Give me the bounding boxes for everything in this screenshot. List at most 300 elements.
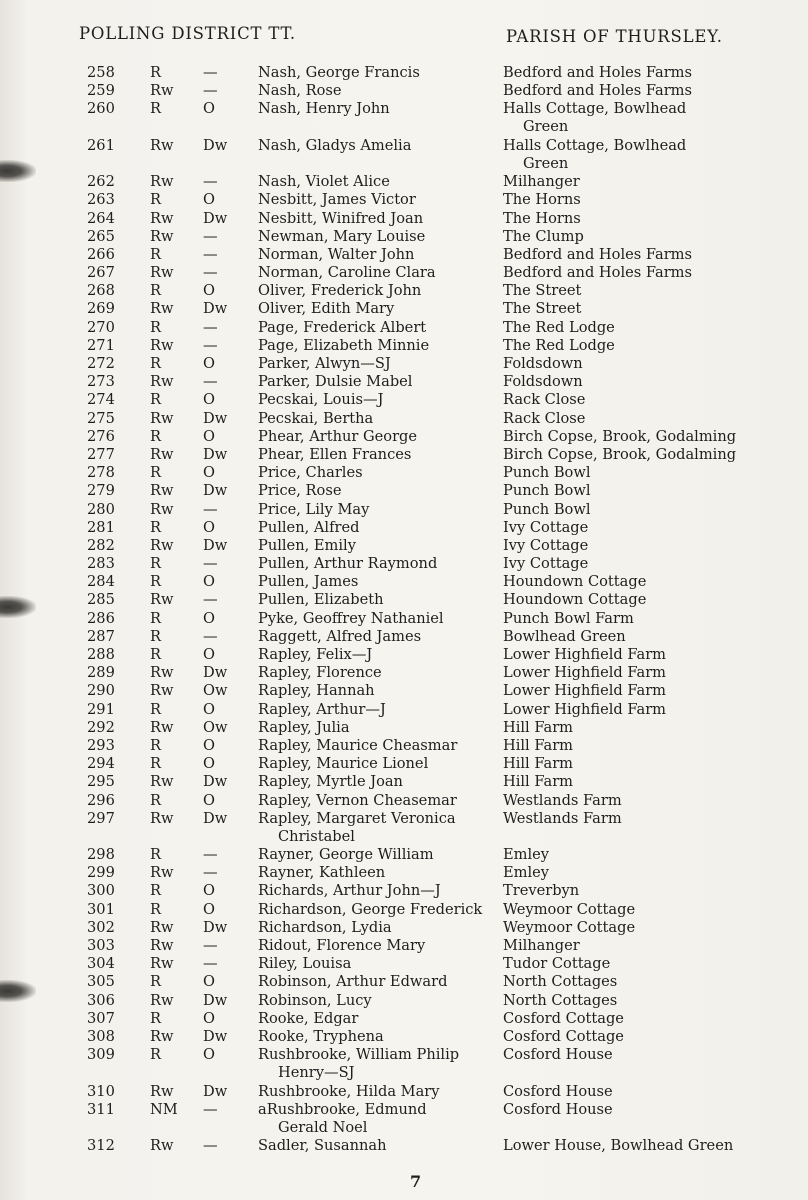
occupation-qualification: — xyxy=(203,937,218,955)
occupation-qualification: O xyxy=(203,1009,215,1027)
elector-address: The Red Lodge xyxy=(503,318,615,336)
residence-qualification: Rw xyxy=(150,591,174,609)
residence-qualification: R xyxy=(150,282,161,300)
register-entry xyxy=(0,846,808,864)
occupation-qualification: — xyxy=(203,336,218,354)
elector-number: 282 xyxy=(87,536,115,554)
elector-name: Pullen, Arthur Raymond xyxy=(258,555,438,573)
elector-name: Pecskai, Louis—J xyxy=(258,391,384,409)
elector-name: Raggett, Alfred James xyxy=(258,627,422,645)
register-entry xyxy=(0,100,808,136)
elector-name-cell xyxy=(258,591,498,609)
occupation-qualification: Dw xyxy=(203,773,228,791)
elector-number: 307 xyxy=(87,1009,115,1027)
elector-address-continued: Green xyxy=(523,118,569,136)
address-cell xyxy=(503,555,803,573)
elector-address: The Clump xyxy=(503,227,584,245)
elector-name-cell xyxy=(258,882,498,900)
address-cell xyxy=(503,682,803,700)
elector-number: 302 xyxy=(87,918,115,936)
address-cell xyxy=(503,82,803,100)
residence-qualification: Rw xyxy=(150,773,174,791)
elector-number: 288 xyxy=(87,646,115,664)
address-cell xyxy=(503,919,803,937)
register-entry xyxy=(0,646,808,664)
register-entry xyxy=(0,682,808,700)
elector-name-cell xyxy=(258,537,498,555)
elector-name-cell xyxy=(258,519,498,537)
register-entry xyxy=(0,1083,808,1101)
address-cell xyxy=(503,519,803,537)
elector-number: 306 xyxy=(87,991,115,1009)
occupation-qualification: — xyxy=(203,64,218,81)
elector-address: Treverbyn xyxy=(503,882,580,900)
address-cell xyxy=(503,537,803,555)
elector-address: Westlands Farm xyxy=(503,809,622,827)
elector-name-cell xyxy=(258,82,498,100)
address-cell xyxy=(503,719,803,737)
elector-number: 276 xyxy=(87,427,115,445)
residence-qualification: R xyxy=(150,1009,161,1027)
register-entry xyxy=(0,464,808,482)
elector-name: Richardson, George Frederick xyxy=(258,900,483,918)
elector-name-cell xyxy=(258,1101,498,1137)
occupation-qualification: O xyxy=(203,973,215,991)
register-entry xyxy=(0,373,808,391)
elector-name: Pyke, Geoffrey Nathaniel xyxy=(258,609,444,627)
register-entry xyxy=(0,773,808,791)
address-cell xyxy=(503,1028,803,1046)
residence-qualification: Rw xyxy=(150,1137,174,1155)
elector-name: Richardson, Lydia xyxy=(258,918,392,936)
occupation-qualification: Dw xyxy=(203,482,228,500)
occupation-qualification: Dw xyxy=(203,1082,228,1100)
residence-qualification: Rw xyxy=(150,445,174,463)
parish-heading: PARISH OF THURSLEY. xyxy=(506,27,723,46)
elector-address: Ivy Cottage xyxy=(503,555,589,573)
address-cell xyxy=(503,1137,803,1155)
elector-address: Halls Cottage, Bowlhead xyxy=(503,100,687,118)
residence-qualification: Rw xyxy=(150,1027,174,1045)
elector-address: North Cottages xyxy=(503,991,618,1009)
address-cell xyxy=(503,810,803,828)
elector-name-cell xyxy=(258,264,498,282)
elector-name-cell xyxy=(258,64,498,82)
occupation-qualification: Dw xyxy=(203,809,228,827)
elector-number: 308 xyxy=(87,1027,115,1045)
residence-qualification: Rw xyxy=(150,336,174,354)
elector-number: 290 xyxy=(87,682,115,700)
elector-number: 285 xyxy=(87,591,115,609)
register-entry xyxy=(0,137,808,173)
register-entry xyxy=(0,628,808,646)
elector-address-continued: Green xyxy=(523,154,569,172)
address-cell xyxy=(503,482,803,500)
residence-qualification: R xyxy=(150,736,161,754)
elector-number: 293 xyxy=(87,736,115,754)
elector-number: 291 xyxy=(87,700,115,718)
occupation-qualification: — xyxy=(203,82,218,100)
occupation-qualification: O xyxy=(203,1046,215,1064)
elector-number: 296 xyxy=(87,791,115,809)
elector-name: Rapley, Florence xyxy=(258,664,382,682)
polling-district-heading: POLLING DISTRICT TT. xyxy=(79,24,296,43)
occupation-qualification: — xyxy=(203,591,218,609)
elector-number: 309 xyxy=(87,1046,115,1064)
residence-qualification: R xyxy=(150,791,161,809)
elector-name: Rapley, Vernon Cheasemar xyxy=(258,791,457,809)
elector-number: 267 xyxy=(87,264,115,282)
address-cell xyxy=(503,937,803,955)
register-entry xyxy=(0,519,808,537)
occupation-qualification: Dw xyxy=(203,991,228,1009)
residence-qualification: R xyxy=(150,427,161,445)
occupation-qualification: — xyxy=(203,318,218,336)
occupation-qualification: Dw xyxy=(203,445,228,463)
register-entry xyxy=(0,446,808,464)
address-cell xyxy=(503,446,803,464)
elector-name-cell xyxy=(258,282,498,300)
address-cell xyxy=(503,428,803,446)
elector-name-cell xyxy=(258,337,498,355)
register-entry xyxy=(0,537,808,555)
occupation-qualification: O xyxy=(203,900,215,918)
elector-name: Pecskai, Bertha xyxy=(258,409,374,427)
elector-name-cell xyxy=(258,573,498,591)
address-cell xyxy=(503,1046,803,1064)
elector-name-cell xyxy=(258,446,498,464)
elector-name: Rapley, Maurice Cheasmar xyxy=(258,736,458,754)
register-entry xyxy=(0,1028,808,1046)
residence-qualification: R xyxy=(150,700,161,718)
register-entry xyxy=(0,792,808,810)
address-cell xyxy=(503,646,803,664)
residence-qualification: R xyxy=(150,1046,161,1064)
register-entry xyxy=(0,355,808,373)
elector-address: Cosford House xyxy=(503,1082,613,1100)
elector-number: 286 xyxy=(87,609,115,627)
page-number: 7 xyxy=(410,1172,422,1191)
elector-name-cell xyxy=(258,846,498,864)
elector-number: 274 xyxy=(87,391,115,409)
elector-address: Weymoor Cottage xyxy=(503,918,636,936)
address-cell xyxy=(503,100,803,136)
elector-number: 279 xyxy=(87,482,115,500)
elector-name-cell xyxy=(258,864,498,882)
residence-qualification: R xyxy=(150,100,161,118)
register-entry xyxy=(0,737,808,755)
elector-name: Rushbrooke, William Philip xyxy=(258,1046,460,1064)
elector-name-cell xyxy=(258,628,498,646)
elector-name: Price, Charles xyxy=(258,464,363,482)
address-cell xyxy=(503,1010,803,1028)
elector-name-cell xyxy=(258,1046,498,1082)
occupation-qualification: O xyxy=(203,755,215,773)
elector-address: Hill Farm xyxy=(503,718,574,736)
register-entry xyxy=(0,64,808,82)
register-entry xyxy=(0,864,808,882)
elector-name-cell xyxy=(258,682,498,700)
occupation-qualification: Dw xyxy=(203,136,228,154)
residence-qualification: R xyxy=(150,355,161,373)
elector-name: Rooke, Tryphena xyxy=(258,1027,384,1045)
address-cell xyxy=(503,264,803,282)
address-cell xyxy=(503,573,803,591)
elector-name: Parker, Dulsie Mabel xyxy=(258,373,413,391)
elector-address: Cosford Cottage xyxy=(503,1027,624,1045)
elector-name-cell xyxy=(258,1083,498,1101)
elector-address: Houndown Cottage xyxy=(503,573,647,591)
register-entry xyxy=(0,555,808,573)
elector-name-continued: Henry—SJ xyxy=(278,1064,355,1082)
register-entry xyxy=(0,410,808,428)
address-cell xyxy=(503,246,803,264)
address-cell xyxy=(503,228,803,246)
elector-name-cell xyxy=(258,391,498,409)
elector-name: Nesbitt, James Victor xyxy=(258,191,416,209)
elector-name: Rushbrooke, Hilda Mary xyxy=(258,1082,440,1100)
elector-number: 287 xyxy=(87,627,115,645)
elector-name-cell xyxy=(258,428,498,446)
elector-number: 294 xyxy=(87,755,115,773)
residence-qualification: R xyxy=(150,245,161,263)
address-cell xyxy=(503,1083,803,1101)
elector-name: Rapley, Julia xyxy=(258,718,350,736)
elector-name: Phear, Arthur George xyxy=(258,427,418,445)
elector-name-cell xyxy=(258,373,498,391)
elector-name: Rayner, George William xyxy=(258,846,434,864)
elector-name: Pullen, Elizabeth xyxy=(258,591,384,609)
occupation-qualification: O xyxy=(203,191,215,209)
address-cell xyxy=(503,973,803,991)
residence-qualification: Rw xyxy=(150,991,174,1009)
elector-number: 312 xyxy=(87,1137,115,1155)
register-entry xyxy=(0,610,808,628)
address-cell xyxy=(503,501,803,519)
residence-qualification: Rw xyxy=(150,373,174,391)
elector-address: Lower Highfield Farm xyxy=(503,664,667,682)
elector-number: 299 xyxy=(87,864,115,882)
elector-name: Price, Lily May xyxy=(258,500,370,518)
elector-name: Nash, Henry John xyxy=(258,100,390,118)
elector-address: Cosford Cottage xyxy=(503,1009,624,1027)
elector-number: 300 xyxy=(87,882,115,900)
register-entry xyxy=(0,810,808,846)
register-entry xyxy=(0,591,808,609)
elector-name: Parker, Alwyn—SJ xyxy=(258,355,391,373)
residence-qualification: R xyxy=(150,627,161,645)
elector-address: Lower Highfield Farm xyxy=(503,682,667,700)
elector-name: Rapley, Maurice Lionel xyxy=(258,755,429,773)
occupation-qualification: — xyxy=(203,264,218,282)
occupation-qualification: Dw xyxy=(203,209,228,227)
register-entry xyxy=(0,228,808,246)
register-entry xyxy=(0,1101,808,1137)
elector-name: aRushbrooke, Edmund xyxy=(258,1100,427,1118)
register-entry xyxy=(0,319,808,337)
residence-qualification: R xyxy=(150,318,161,336)
elector-name: Rapley, Myrtle Joan xyxy=(258,773,403,791)
residence-qualification: Rw xyxy=(150,409,174,427)
register-entry xyxy=(0,391,808,409)
elector-name: Pullen, Alfred xyxy=(258,518,360,536)
elector-name: Ridout, Florence Mary xyxy=(258,937,426,955)
residence-qualification: R xyxy=(150,846,161,864)
address-cell xyxy=(503,992,803,1010)
elector-number: 272 xyxy=(87,355,115,373)
address-cell xyxy=(503,701,803,719)
elector-number: 298 xyxy=(87,846,115,864)
elector-address: Birch Copse, Brook, Godalming xyxy=(503,427,737,445)
occupation-qualification: Dw xyxy=(203,409,228,427)
elector-number: 311 xyxy=(87,1100,115,1118)
occupation-qualification: — xyxy=(203,1100,218,1118)
elector-name-cell xyxy=(258,210,498,228)
residence-qualification: Rw xyxy=(150,536,174,554)
register-entry xyxy=(0,82,808,100)
occupation-qualification: — xyxy=(203,846,218,864)
elector-number: 266 xyxy=(87,245,115,263)
occupation-qualification: Dw xyxy=(203,664,228,682)
address-cell xyxy=(503,410,803,428)
occupation-qualification: O xyxy=(203,609,215,627)
elector-address: Punch Bowl xyxy=(503,464,591,482)
residence-qualification: R xyxy=(150,755,161,773)
elector-name-cell xyxy=(258,555,498,573)
occupation-qualification: O xyxy=(203,573,215,591)
elector-name-cell xyxy=(258,646,498,664)
register-entry xyxy=(0,701,808,719)
address-cell xyxy=(503,901,803,919)
elector-address: Weymoor Cottage xyxy=(503,900,636,918)
elector-address: Hill Farm xyxy=(503,773,574,791)
address-cell xyxy=(503,792,803,810)
occupation-qualification: O xyxy=(203,391,215,409)
elector-name: Rapley, Arthur—J xyxy=(258,700,386,718)
elector-address: Bedford and Holes Farms xyxy=(503,264,693,282)
elector-number: 278 xyxy=(87,464,115,482)
elector-name: Price, Rose xyxy=(258,482,342,500)
elector-address: Cosford House xyxy=(503,1046,613,1064)
address-cell xyxy=(503,137,803,173)
residence-qualification: R xyxy=(150,64,161,81)
elector-number: 270 xyxy=(87,318,115,336)
elector-name: Phear, Ellen Frances xyxy=(258,445,412,463)
elector-number: 259 xyxy=(87,82,115,100)
register-entry xyxy=(0,1137,808,1155)
address-cell xyxy=(503,464,803,482)
elector-name: Rooke, Edgar xyxy=(258,1009,359,1027)
register-entry xyxy=(0,973,808,991)
occupation-qualification: O xyxy=(203,736,215,754)
elector-number: 263 xyxy=(87,191,115,209)
occupation-qualification: O xyxy=(203,355,215,373)
address-cell xyxy=(503,64,803,82)
register-entry xyxy=(0,264,808,282)
address-cell xyxy=(503,864,803,882)
occupation-qualification: Dw xyxy=(203,1027,228,1045)
address-cell xyxy=(503,955,803,973)
elector-name-cell xyxy=(258,773,498,791)
address-cell xyxy=(503,628,803,646)
address-cell xyxy=(503,300,803,318)
elector-number: 283 xyxy=(87,555,115,573)
address-cell xyxy=(503,355,803,373)
register-entry xyxy=(0,337,808,355)
elector-name-cell xyxy=(258,992,498,1010)
elector-number: 280 xyxy=(87,500,115,518)
occupation-qualification: O xyxy=(203,100,215,118)
occupation-qualification: O xyxy=(203,427,215,445)
elector-name-continued: Christabel xyxy=(278,827,355,845)
residence-qualification: R xyxy=(150,464,161,482)
elector-number: 289 xyxy=(87,664,115,682)
elector-address: North Cottages xyxy=(503,973,618,991)
address-cell xyxy=(503,173,803,191)
residence-qualification: R xyxy=(150,609,161,627)
elector-name: Oliver, Edith Mary xyxy=(258,300,395,318)
elector-number: 310 xyxy=(87,1082,115,1100)
elector-address: Lower Highfield Farm xyxy=(503,646,667,664)
elector-name: Page, Frederick Albert xyxy=(258,318,427,336)
occupation-qualification: Ow xyxy=(203,682,228,700)
elector-name-cell xyxy=(258,319,498,337)
register-entry xyxy=(0,210,808,228)
residence-qualification: Rw xyxy=(150,300,174,318)
address-cell xyxy=(503,591,803,609)
elector-address: Milhanger xyxy=(503,173,580,191)
address-cell xyxy=(503,319,803,337)
elector-name-cell xyxy=(258,300,498,318)
elector-number: 301 xyxy=(87,900,115,918)
register-entry xyxy=(0,1010,808,1028)
elector-name: Norman, Caroline Clara xyxy=(258,264,436,282)
elector-address: Westlands Farm xyxy=(503,791,622,809)
residence-qualification: Rw xyxy=(150,173,174,191)
elector-number: 265 xyxy=(87,227,115,245)
elector-name-cell xyxy=(258,792,498,810)
occupation-qualification: O xyxy=(203,282,215,300)
elector-number: 295 xyxy=(87,773,115,791)
elector-name-cell xyxy=(258,1028,498,1046)
elector-name-cell xyxy=(258,664,498,682)
register-entry xyxy=(0,937,808,955)
electoral-register-list xyxy=(0,64,808,1155)
residence-qualification: Rw xyxy=(150,500,174,518)
elector-number: 269 xyxy=(87,300,115,318)
occupation-qualification: O xyxy=(203,791,215,809)
residence-qualification: R xyxy=(150,518,161,536)
address-cell xyxy=(503,1101,803,1119)
residence-qualification: R xyxy=(150,391,161,409)
register-entry xyxy=(0,719,808,737)
elector-address: Foldsdown xyxy=(503,373,583,391)
occupation-qualification: — xyxy=(203,245,218,263)
elector-number: 277 xyxy=(87,445,115,463)
occupation-qualification: Dw xyxy=(203,536,228,554)
occupation-qualification: Ow xyxy=(203,718,228,736)
elector-name-cell xyxy=(258,737,498,755)
residence-qualification: R xyxy=(150,882,161,900)
elector-number: 305 xyxy=(87,973,115,991)
elector-address: Hill Farm xyxy=(503,736,574,754)
elector-name: Richards, Arthur John—J xyxy=(258,882,441,900)
residence-qualification: NM xyxy=(150,1100,178,1118)
residence-qualification: Rw xyxy=(150,809,174,827)
elector-address: Rack Close xyxy=(503,391,586,409)
elector-number: 268 xyxy=(87,282,115,300)
elector-address: Cosford House xyxy=(503,1100,613,1118)
